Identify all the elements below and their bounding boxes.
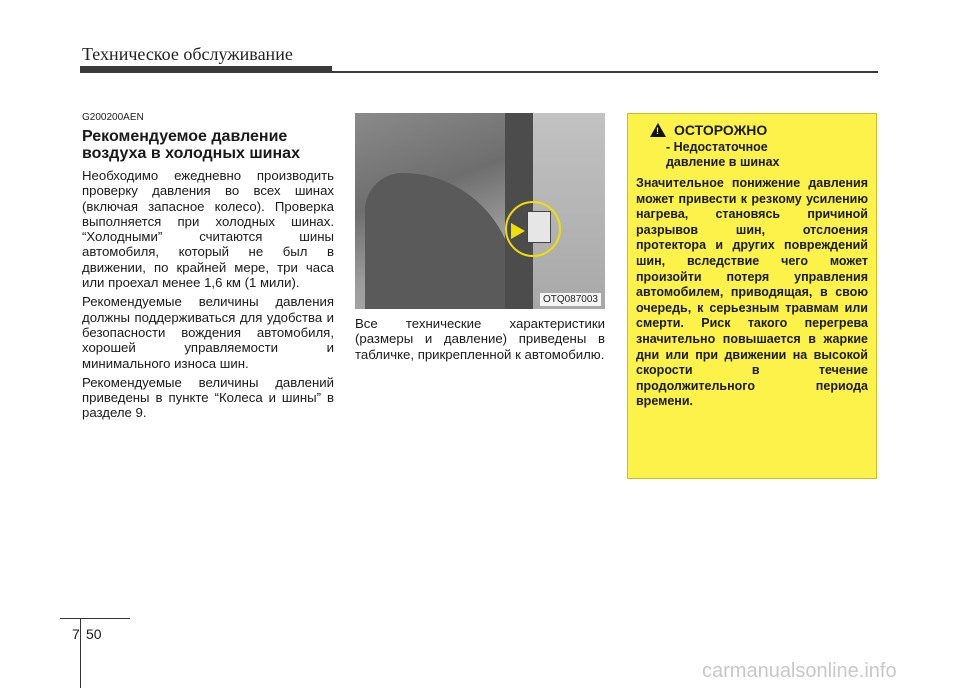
chapter-number: 7: [72, 626, 80, 642]
warning-title: ОСТОРОЖНО: [674, 122, 768, 138]
header-rule: [332, 71, 878, 73]
door-pillar-photo: [355, 113, 605, 309]
door-shape: [365, 173, 515, 309]
photo-description: Все технические характеристики (размеры и давление) приведены в табличке, прикрепленной к автомобилю.: [355, 316, 605, 362]
warning-box: [627, 113, 877, 479]
left-column: [82, 112, 334, 425]
photo-caption: OTQ087003: [540, 293, 601, 306]
page-number-value: 50: [86, 626, 102, 642]
warning-body: Значительное понижение давления может привести к резкому усилению нагрева, становясь причиной разрывов шин, отслоения протектора и других повреждений шин, вследствие чего может произойти потеря управления автомобилем, приводящая, в свою очередь, к серьезным травмам или смерти. Риск такого перегрева значительно повышается в жаркие дни или при движении на высокой скорости в течение продолжительного периода времени.: [636, 176, 868, 409]
paragraph-1: Необходимо ежедневно производить проверку давления во всех шинах (включая запасное колесо). Проверка выполняется при холодных шинах. “Холодными” считаются шины автомобиля, который не был в движении, по крайней мере, три часа или проехал менее 1,6 км (1 мили).: [82, 168, 334, 291]
header-bar: [80, 66, 332, 73]
warning-subtitle: - Недостаточное давление в шинах: [666, 140, 780, 169]
paragraph-2: Рекомендуемые величины давления должны поддерживаться для удобства и безопасности вождения автомобиля, хорошей управляемости и минимального износа шин.: [82, 294, 334, 371]
warning-triangle-icon: !: [650, 123, 666, 137]
tire-placard: [527, 211, 551, 243]
footer-rule-vertical: [80, 618, 81, 688]
section-code: G200200AEN: [82, 112, 144, 123]
pointer-arrow-icon: [511, 223, 525, 239]
page-header-title: Техническое обслуживание: [82, 44, 293, 64]
paragraph-3: Рекомендуемые величины давлений приведены в пункте “Колеса и шины” в разделе 9.: [82, 374, 334, 421]
watermark: carmanualsonline.info: [702, 660, 897, 682]
footer-rule-horizontal: [60, 618, 130, 619]
section-title: Рекомендуемое давление воздуха в холодных шинах: [82, 128, 300, 162]
warning-header: [650, 122, 868, 138]
middle-column: [355, 316, 605, 366]
